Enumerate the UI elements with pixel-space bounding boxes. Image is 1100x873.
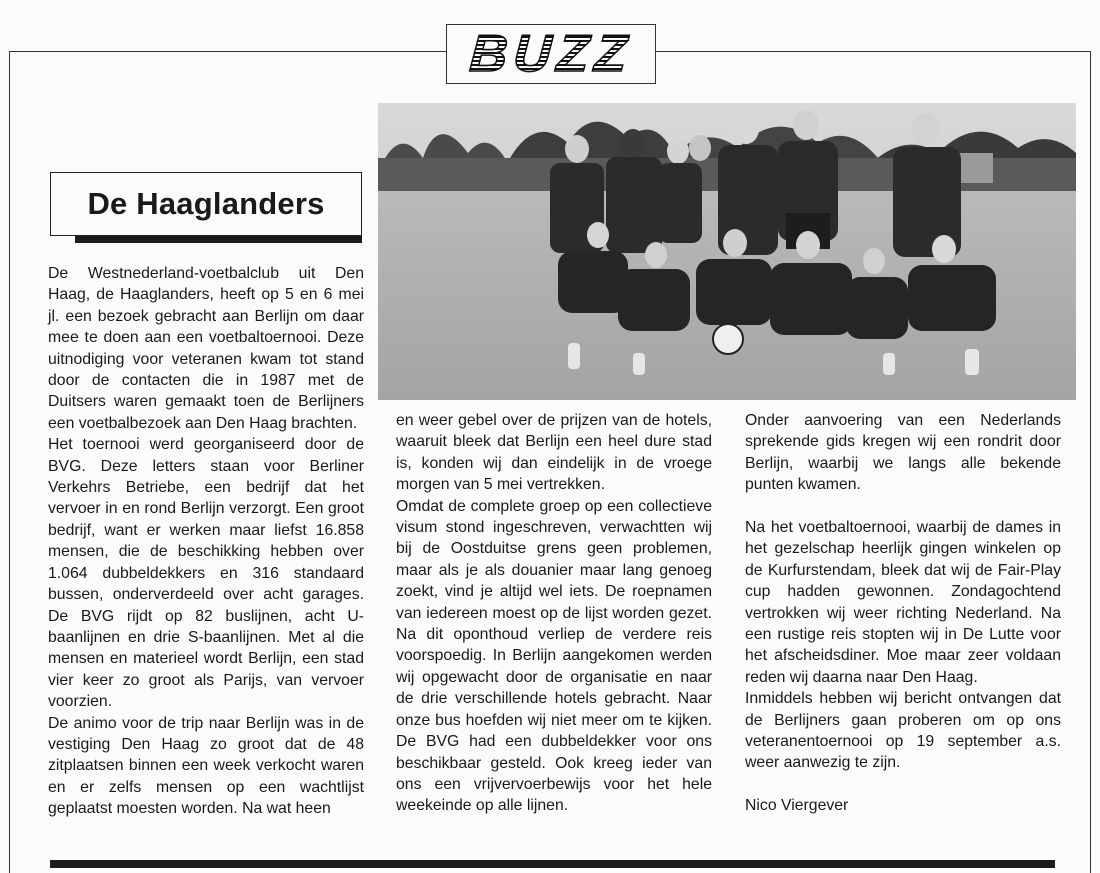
paragraph: Het toernooi werd georganiseerd door de BVG. Deze letters staan voor Berliner Verkehrs Betriebe, een bedrijf dat het vervoer in en rond Berlijn verzorgt. Een groot bedrijf, want er werken maar liefst 16.858 mensen, die de beschikking hebben over 1.064 dubbeldekkers en 316 standaard bussen, onderverdeeld over acht garages. De BVG rijdt op 82 buslijnen, acht U-baanlijnen en drie S-baanlijnen. Met al die mensen en materieel wordt Berlijn, een stad vier keer zo groot als Parijs, van vervoer voorzien. xyxy=(48,436,364,711)
paragraph: Omdat de complete groep op een collectieve visum stond ingeschreven, verwachtten wij bij de Oostduitse grens geen problemen, maar als je als douanier maar lang genoeg zoekt, vind je altijd wel iets. De roepnamen van iedereen moest op de lijst worden gezet. Na dit oponthoud verliep de verdere reis voorspoedig. In Berlijn aangekomen werden wij opgewacht door de organisatie en naar de drie verschillende hotels gebracht. Naar onze bus hoefden wij niet meer om te kijken. De BVG had een dubbeldekker voor ons beschikbaar gesteld. Ook kreeg ieder van ons een vrijvervoerbewijs voor het hele weekeinde op alle lijnen. xyxy=(396,497,712,815)
masthead xyxy=(446,24,656,84)
bottom-rule xyxy=(50,860,1055,868)
team-photo-icon xyxy=(378,103,1076,400)
author-signature: Nico Viergever xyxy=(745,797,849,815)
article-title-box xyxy=(50,172,362,236)
paragraph: De animo voor de trip naar Berlijn was in de vestiging Den Haag zo groot dat de 48 zitplaatsen binnen een week verkocht waren en er zelfs mensen op een wachtlijst geplaatst moesten worden. Na wat heen xyxy=(48,714,364,818)
article-title: De Haaglanders xyxy=(87,186,325,221)
paragraph: en weer gebel over de prijzen van de hotels, waaruit bleek dat Berlijn een heel dure stad is, konden wij dan eindelijk in de vroege morgen van 5 mei vertrekken. xyxy=(396,412,712,494)
team-photo xyxy=(378,103,1076,400)
article-column-3 xyxy=(745,410,1061,817)
article-column-1 xyxy=(48,263,364,820)
masthead-logo: BUZZ xyxy=(467,25,635,83)
article-column-2 xyxy=(396,410,712,817)
paragraph: Onder aanvoering van een Nederlands sprekende gids kregen wij een rondrit door Berlijn, waarbij we langs alle bekende punten kwamen. xyxy=(745,412,1061,494)
paragraph: Inmiddels hebben wij bericht ontvangen dat de Berlijners gaan proberen om op ons veteranentoernooi op 19 september a.s. weer aanwezig te zijn. xyxy=(745,690,1061,772)
paragraph: Na het voetbaltoernooi, waarbij de dames in het gezelschap heerlijk gingen winkelen op de Kurfurstendam, bleek dat wij de Fair-Play cup hadden gewonnen. Zondagochtend vertrokken wij weer richting Nederland. Na een rustige reis stopten wij in De Lutte voor het afscheidsdiner. Moe maar zeer voldaan reden wij daarna naar Den Haag. xyxy=(745,519,1061,686)
title-underline-bar xyxy=(75,236,362,243)
paragraph: De Westnederland-voetbalclub uit Den Haag, de Haaglanders, heeft op 5 en 6 mei jl. een bezoek gebracht aan Berlijn om daar mee te doen aan een voetbaltoernooi. Deze uitnodiging voor veteranen kwam tot stand door de contacten die in 1987 met de Duitsers waren gemaakt toen de Berlijners een voetbalbezoek aan Den Haag brachten. xyxy=(48,265,364,432)
